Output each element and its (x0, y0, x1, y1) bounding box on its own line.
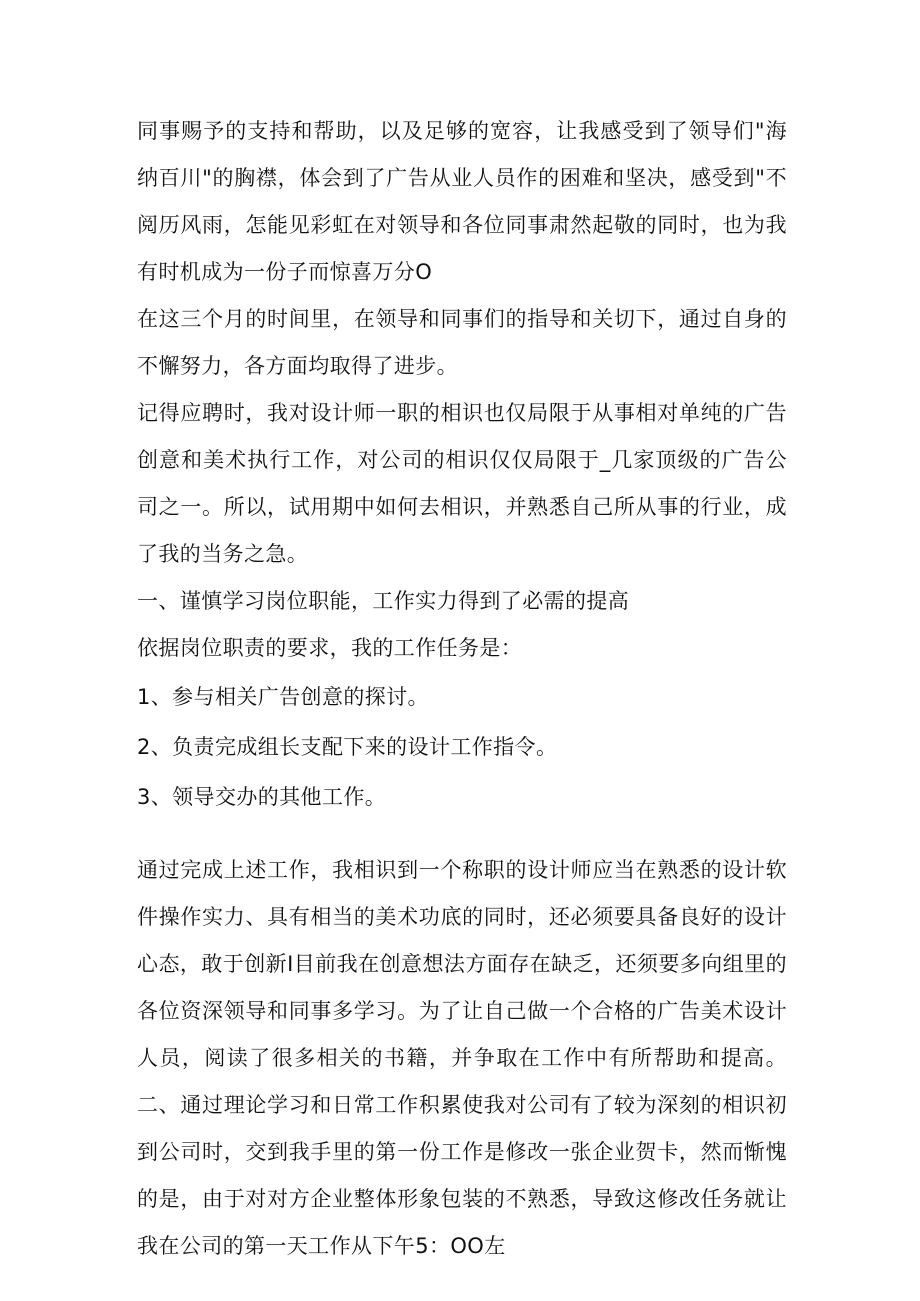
paragraph-4: 依据岗位职责的要求，我的工作任务是： (137, 636, 523, 660)
list-item-3: 3、领导交办的其他工作。 (137, 785, 387, 809)
paragraph-3: 记得应聘时，我对设计师一职的相识也仅局限于从事相对单纯的广告创意和美术执行工作，对公司的相识仅仅局限于_几家顶级的广告公司之一。所以，试用期中如何去相识，并熟悉自己所从事的行业，成了我的当务之急。 (137, 401, 787, 566)
list-item-2: 2、负责完成组长支配下来的设计工作指令。 (137, 735, 558, 759)
paragraph-1: 同事赐予的支持和帮助，以及足够的宽容，让我感受到了领导们"海纳百川"的胸襟，体会到了广告从业人员作的困难和坚决，感受到"不阅历风雨，怎能见彩虹在对领导和各位同事肃然起敬的同时，也为我有时机成为一份子而惊喜万分O (137, 119, 787, 284)
document-body (137, 108, 787, 1270)
paragraph-gap (137, 822, 787, 847)
paragraph-2: 在这三个月的时间里，在领导和同事们的指导和关切下，通过自身的不懈努力，各方面均取得了进步。 (137, 307, 787, 378)
section-heading-1: 一、谨慎学习岗位职能，工作实力得到了必需的提高 (137, 589, 630, 613)
list-item-1: 1、参与相关广告创意的探讨。 (137, 685, 429, 709)
paragraph-closing: 通过完成上述工作，我相识到一个称职的设计师应当在熟悉的设计软件操作实力、具有相当的美术功底的同时，还必须要具备良好的设计心态，敢于创新I目前我在创意想法方面存在缺乏，还须要多向组里的各位资深领导和同事多学习。为了让自己做一个合格的广告美术设计人员，阅读了很多相关的书籍，并争取在工作中有所帮助和提高。二、通过理论学习和日常工作积累使我对公司有了较为深刻的相识初到公司时，交到我手里的第一份工作是修改一张企业贺卡，然而惭愧的是，由于对对方企业整体形象包装的不熟悉，导致这修改任务就让我在公司的第一天工作从下午5：OO左 (137, 858, 787, 1258)
